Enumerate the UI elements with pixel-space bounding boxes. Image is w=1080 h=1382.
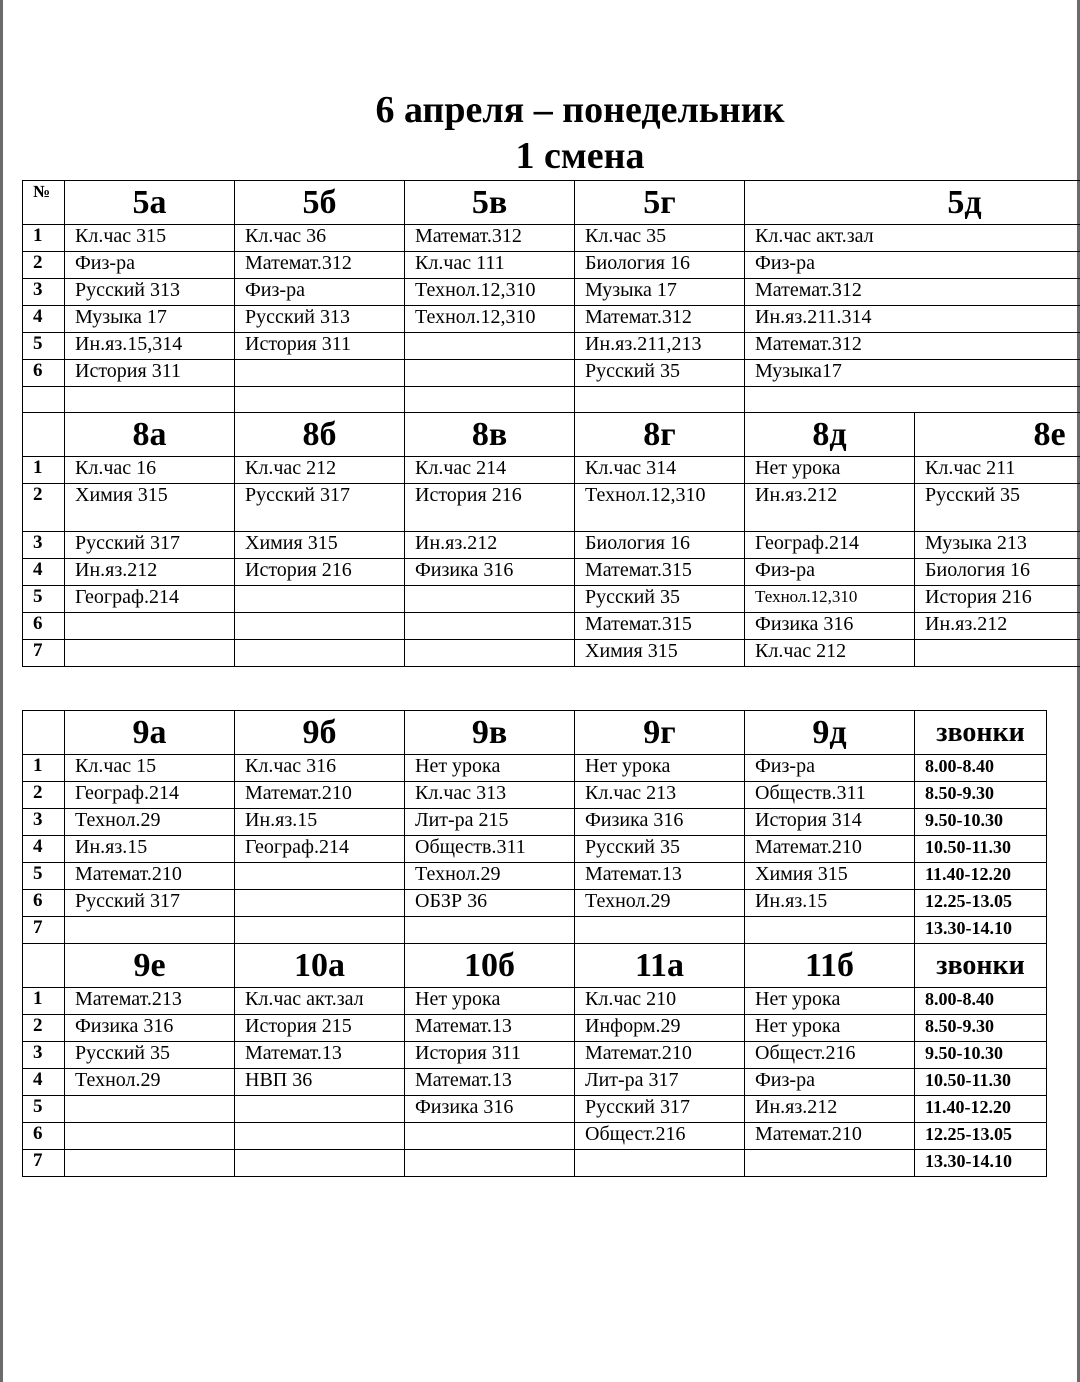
lesson-cell: Кл.час 36 [235,225,405,252]
lesson-cell: Математ.315 [575,613,745,640]
class-header: 5а [65,181,235,225]
class-header: 8в [405,413,575,457]
bell-time: 8.50-9.30 [915,1015,1047,1042]
lesson-number: 4 [23,1069,65,1096]
lesson-number: 2 [23,252,65,279]
lesson-number: 7 [23,640,65,667]
class-header: 8а [65,413,235,457]
lesson-cell: История 311 [65,360,235,387]
lesson-cell [405,360,575,387]
lesson-cell [915,640,1080,667]
lesson-cell: Информ.29 [575,1015,745,1042]
shift-title: 1 смена [515,135,645,177]
lesson-number: 5 [23,586,65,613]
lesson-cell: Музыка 213 [915,532,1080,559]
table-row [23,1096,1047,1123]
lesson-cell: Математ.213 [65,988,235,1015]
class-header: 5б [235,181,405,225]
table-row [23,559,1080,586]
lesson-cell [745,1150,915,1177]
lesson-number: 6 [23,1123,65,1150]
bell-time: 10.50-11.30 [915,836,1047,863]
lesson-cell: Математ.315 [575,559,745,586]
lesson-number: 3 [23,1042,65,1069]
lesson-cell: Ин.яз.15,314 [65,333,235,360]
lesson-cell: Кл.час 212 [235,457,405,484]
blank-cell [575,387,745,413]
lesson-cell: Математ.13 [235,1042,405,1069]
lesson-cell: Русский 35 [575,836,745,863]
lesson-cell: Лит-ра 215 [405,809,575,836]
lesson-number: 1 [23,755,65,782]
lesson-cell [405,586,575,613]
lesson-cell: Математ.13 [575,863,745,890]
table-row [23,613,1080,640]
class-header: 8г [575,413,745,457]
lesson-cell: Обществ.311 [745,782,915,809]
lesson-cell: Биология 16 [575,532,745,559]
lesson-cell [65,613,235,640]
lesson-number: 1 [23,225,65,252]
lesson-cell [65,1096,235,1123]
lesson-cell: Физ-ра [235,279,405,306]
table-row [23,457,1080,484]
lesson-cell: Русский 35 [575,586,745,613]
lesson-cell [405,1123,575,1150]
lesson-number: 5 [23,1096,65,1123]
lesson-number: 4 [23,306,65,333]
lesson-cell: Физ-ра [745,1069,915,1096]
table-row [23,306,1080,333]
lesson-cell: Русский 35 [65,1042,235,1069]
lesson-cell: Ин.яз.212 [745,484,915,532]
lesson-cell: Математ.210 [575,1042,745,1069]
lesson-cell: Математ.210 [745,836,915,863]
grade-9-header-row [23,711,1047,755]
lesson-cell: Географ.214 [65,586,235,613]
lesson-cell: Химия 315 [575,640,745,667]
lesson-number: 2 [23,1015,65,1042]
lesson-cell [405,640,575,667]
bell-time: 13.30-14.10 [915,1150,1047,1177]
lesson-number: 4 [23,559,65,586]
lesson-cell: Русский 317 [65,532,235,559]
lesson-cell: Физ-ра [745,559,915,586]
lesson-cell: История 311 [405,1042,575,1069]
class-header: 11а [575,944,745,988]
bell-time: 11.40-12.20 [915,863,1047,890]
lesson-cell: Кл.час акт.зал [745,225,1080,252]
lesson-cell: Химия 315 [235,532,405,559]
lesson-cell: Музыка 17 [575,279,745,306]
blank-cell [405,387,575,413]
lesson-cell: Химия 315 [65,484,235,532]
bell-time: 8.50-9.30 [915,782,1047,809]
table-row [23,809,1047,836]
lesson-cell: Русский 35 [575,360,745,387]
lesson-cell: Кл.час 213 [575,782,745,809]
lesson-cell: Технол.29 [65,1069,235,1096]
lesson-cell: Математ.210 [65,863,235,890]
lesson-cell: Географ.214 [235,836,405,863]
table-row [23,1069,1047,1096]
table-row [23,755,1047,782]
lesson-cell: Математ.312 [575,306,745,333]
lesson-cell: Математ.312 [745,279,1080,306]
lesson-cell: Кл.час 314 [575,457,745,484]
lesson-cell: История 216 [235,559,405,586]
lesson-cell: Кл.час 16 [65,457,235,484]
lesson-cell: Кл.час 15 [65,755,235,782]
lesson-cell [235,360,405,387]
lesson-cell: Общест.216 [575,1123,745,1150]
lesson-cell: Нет урока [745,1015,915,1042]
class-header: 9в [405,711,575,755]
schedule-table-5-8 [22,180,1080,667]
lesson-cell: Физ-ра [65,252,235,279]
lesson-cell: Русский 35 [915,484,1080,532]
lesson-cell [235,863,405,890]
lesson-cell [235,640,405,667]
lesson-cell: Технол.12,310 [575,484,745,532]
lesson-cell: Русский 317 [575,1096,745,1123]
lesson-cell: История 216 [915,586,1080,613]
bell-time: 8.00-8.40 [915,988,1047,1015]
lesson-cell: Математ.13 [405,1015,575,1042]
lesson-number: 6 [23,360,65,387]
lesson-number: 1 [23,457,65,484]
table-row [23,225,1080,252]
bell-time: 9.50-10.30 [915,809,1047,836]
bells-header: звонки [915,944,1047,988]
lesson-cell [575,1150,745,1177]
lesson-cell: Математ.210 [745,1123,915,1150]
lesson-cell: Технол.29 [575,890,745,917]
lesson-cell: Нет урока [575,755,745,782]
lesson-cell: История 215 [235,1015,405,1042]
lesson-cell: Физика 316 [575,809,745,836]
lesson-cell [65,640,235,667]
lesson-cell: Кл.час 315 [65,225,235,252]
bell-time: 8.00-8.40 [915,755,1047,782]
lesson-cell: Ин.яз.212 [915,613,1080,640]
class-header: 5г [575,181,745,225]
lesson-cell: Физика 316 [405,1096,575,1123]
lesson-cell: Физ-ра [745,755,915,782]
lesson-cell: Ин.яз.212 [745,1096,915,1123]
class-header: 9г [575,711,745,755]
grade-5-header-row [23,181,1080,225]
table-row [23,836,1047,863]
lesson-cell [235,586,405,613]
lesson-number: 3 [23,532,65,559]
lesson-cell: Обществ.311 [405,836,575,863]
lesson-cell: Технол.12,310 [405,306,575,333]
lesson-cell [235,1096,405,1123]
lesson-cell [575,917,745,944]
blank-cell [23,387,65,413]
page-left-edge [0,0,3,1382]
lesson-cell: Ин.яз.15 [65,836,235,863]
class-header: 10а [235,944,405,988]
lesson-cell: Нет урока [745,457,915,484]
table-row [23,484,1080,532]
lesson-cell: Географ.214 [65,782,235,809]
number-header-empty [23,711,65,755]
class-header: 8е [915,413,1080,457]
class-header: 9д [745,711,915,755]
lesson-cell: История 216 [405,484,575,532]
lesson-number: 3 [23,279,65,306]
bell-time: 11.40-12.20 [915,1096,1047,1123]
bell-time: 13.30-14.10 [915,917,1047,944]
lesson-cell: Кл.час 313 [405,782,575,809]
table-row [23,1042,1047,1069]
bells-header: звонки [915,711,1047,755]
table-row [23,279,1080,306]
lesson-cell: Биология 16 [915,559,1080,586]
table-row [23,917,1047,944]
table-row [23,890,1047,917]
table-row [23,360,1080,387]
lesson-cell: Кл.час 316 [235,755,405,782]
lesson-cell: Физ-ра [745,252,1080,279]
lesson-cell: Технол.12,310 [745,586,915,613]
table-row [23,640,1080,667]
blank-cell [65,387,235,413]
lesson-cell [235,613,405,640]
lesson-cell [235,917,405,944]
lesson-number: 7 [23,1150,65,1177]
bell-time: 9.50-10.30 [915,1042,1047,1069]
page-title: 6 апреля – понедельник [375,89,785,131]
lesson-cell: Математ.312 [745,333,1080,360]
lesson-number: 4 [23,836,65,863]
lesson-cell: Физика 316 [65,1015,235,1042]
lesson-cell [405,333,575,360]
lesson-cell: Нет урока [405,988,575,1015]
lesson-number: 7 [23,917,65,944]
lesson-cell: Музыка 17 [65,306,235,333]
lesson-cell [65,1123,235,1150]
lesson-cell: Математ.312 [405,225,575,252]
blank-row [23,387,1080,413]
table-row [23,252,1080,279]
number-header-empty [23,944,65,988]
lesson-cell [235,1123,405,1150]
grade-8-header-row [23,413,1080,457]
lesson-cell: Ин.яз.212 [405,532,575,559]
lesson-cell: Математ.210 [235,782,405,809]
lesson-cell [65,917,235,944]
lesson-cell [745,917,915,944]
lesson-cell: Физика 316 [745,613,915,640]
table-row [23,1150,1047,1177]
lesson-cell: Химия 315 [745,863,915,890]
lesson-cell: Кл.час 211 [915,457,1080,484]
lesson-cell: Общест.216 [745,1042,915,1069]
lesson-cell: Ин.яз.211.314 [745,306,1080,333]
number-header: № [23,181,65,225]
lesson-cell: ОБЗР 36 [405,890,575,917]
table-row [23,863,1047,890]
table-row [23,1015,1047,1042]
lesson-cell [235,890,405,917]
lesson-cell [405,613,575,640]
lesson-cell: Технол.12,310 [405,279,575,306]
lesson-cell: Ин.яз.212 [65,559,235,586]
lesson-cell: Технол.29 [65,809,235,836]
lesson-cell: Математ.13 [405,1069,575,1096]
class-header: 9б [235,711,405,755]
lesson-cell: Русский 313 [235,306,405,333]
class-header: 9а [65,711,235,755]
lesson-cell: Русский 317 [65,890,235,917]
lesson-cell: Лит-ра 317 [575,1069,745,1096]
lesson-cell: Технол.29 [405,863,575,890]
table-row [23,532,1080,559]
lesson-cell: Нет урока [405,755,575,782]
lesson-number: 6 [23,613,65,640]
lesson-cell: Кл.час 35 [575,225,745,252]
class-header: 8б [235,413,405,457]
table-row [23,988,1047,1015]
class-header: 11б [745,944,915,988]
table-row [23,586,1080,613]
lesson-number: 6 [23,890,65,917]
table-row [23,333,1080,360]
lesson-cell: История 311 [235,333,405,360]
lesson-cell [405,917,575,944]
lesson-cell: Кл.час 212 [745,640,915,667]
lesson-number: 2 [23,484,65,532]
lesson-number: 3 [23,809,65,836]
lesson-cell: Ин.яз.211,213 [575,333,745,360]
blank-cell [745,387,1080,413]
class-header: 8д [745,413,915,457]
lesson-cell: Кл.час 214 [405,457,575,484]
lesson-cell [235,1150,405,1177]
class-header: 5д [745,181,1080,225]
lesson-cell: Ин.яз.15 [745,890,915,917]
lesson-cell: Биология 16 [575,252,745,279]
lesson-cell [65,1150,235,1177]
bell-time: 12.25-13.05 [915,890,1047,917]
schedule-table-9-11 [22,710,1047,1177]
lesson-cell: Русский 313 [65,279,235,306]
lesson-cell: Кл.час 210 [575,988,745,1015]
table-row [23,782,1047,809]
class-header: 10б [405,944,575,988]
lesson-number: 5 [23,333,65,360]
class-header: 9е [65,944,235,988]
bell-time: 12.25-13.05 [915,1123,1047,1150]
lesson-cell: Географ.214 [745,532,915,559]
grade-9e-11-header-row [23,944,1047,988]
blank-cell [235,387,405,413]
lesson-cell: Нет урока [745,988,915,1015]
lesson-number: 1 [23,988,65,1015]
lesson-cell: Физика 316 [405,559,575,586]
lesson-cell: Математ.312 [235,252,405,279]
number-header-empty [23,413,65,457]
lesson-number: 5 [23,863,65,890]
lesson-cell: НВП 36 [235,1069,405,1096]
lesson-cell: Кл.час 111 [405,252,575,279]
bell-time: 10.50-11.30 [915,1069,1047,1096]
lesson-cell: Музыка17 [745,360,1080,387]
lesson-cell: Ин.яз.15 [235,809,405,836]
lesson-cell: Кл.час акт.зал [235,988,405,1015]
table-row [23,1123,1047,1150]
lesson-cell: История 314 [745,809,915,836]
lesson-cell [405,1150,575,1177]
class-header: 5в [405,181,575,225]
lesson-cell: Русский 317 [235,484,405,532]
lesson-number: 2 [23,782,65,809]
